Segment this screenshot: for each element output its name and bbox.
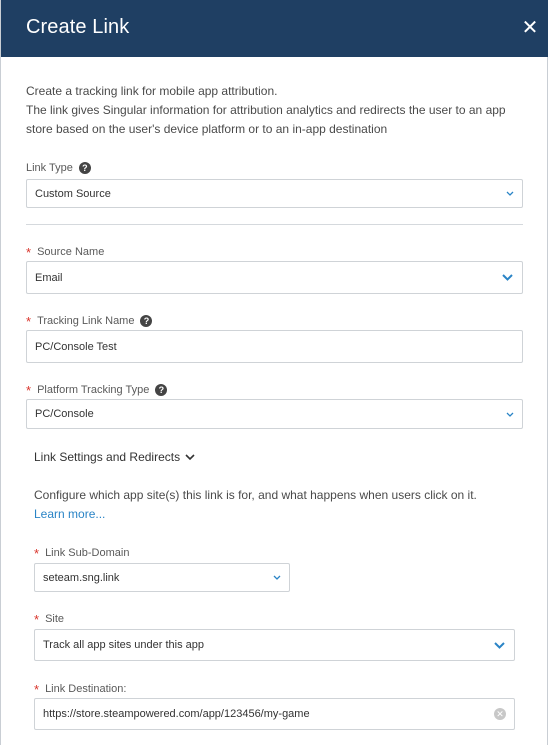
tracking-link-name-input[interactable] [26,330,523,363]
site-label: * Site [34,612,65,627]
link-type-label: Link Type ? [26,162,91,174]
panel-title: Create Link [26,16,130,38]
source-name-value: Email [35,271,63,284]
help-icon[interactable]: ? [140,315,152,327]
chevron-down-icon [492,642,506,649]
divider [26,224,523,225]
link-destination-value: https://store.steampowered.com/app/123456/my-game [43,708,310,720]
link-destination-input[interactable] [34,698,515,730]
required-asterisk: * [26,314,32,329]
required-asterisk: * [26,245,32,260]
tracking-link-name-label: * Tracking Link Name ? [26,313,152,328]
link-sub-domain-label: * Link Sub-Domain [34,546,130,561]
required-asterisk: * [34,612,40,627]
panel-header [1,0,548,57]
platform-tracking-type-select[interactable] [26,399,523,429]
tracking-link-name-value: PC/Console Test [35,340,117,353]
platform-tracking-type-label: * Platform Tracking Type ? [26,382,167,397]
site-select[interactable] [34,629,515,661]
platform-tracking-type-value: PC/Console [35,408,94,420]
link-type-select[interactable] [26,179,523,208]
description-line-1: Create a tracking link for mobile app attribution. [26,84,278,98]
help-icon[interactable]: ? [155,384,167,396]
required-asterisk: * [34,546,40,561]
required-asterisk: * [34,682,40,697]
chevron-down-icon [500,274,514,281]
link-settings-description: Configure which app site(s) this link is for, and what happens when users click on it. Learn more... [34,488,477,521]
chevron-down-icon [185,454,195,461]
chevron-down-icon [272,575,282,580]
link-destination-label: * Link Destination: [34,682,127,697]
source-name-label: * Source Name [26,245,105,260]
learn-more-link[interactable]: Learn more... [34,507,106,521]
help-icon[interactable]: ? [79,162,91,174]
chevron-down-icon [505,191,515,196]
close-button[interactable] [520,18,540,38]
close-icon: ✕ [521,17,539,39]
chevron-down-icon [505,412,515,417]
link-settings-toggle[interactable] [34,450,195,464]
link-sub-domain-select[interactable] [34,563,290,592]
link-settings-toggle-label: Link Settings and Redirects [34,450,181,464]
source-name-select[interactable] [26,261,523,294]
clear-icon[interactable]: ✕ [494,708,506,720]
site-value: Track all app sites under this app [43,639,205,651]
description-line-2: The link gives Singular information for attribution analytics and redirects the user to an app store based on the user's device platform or to an in-app destination [26,103,506,136]
required-asterisk: * [26,383,32,398]
link-type-value: Custom Source [35,187,111,200]
link-sub-domain-value: seteam.sng.link [43,571,120,584]
panel-description [26,82,526,139]
